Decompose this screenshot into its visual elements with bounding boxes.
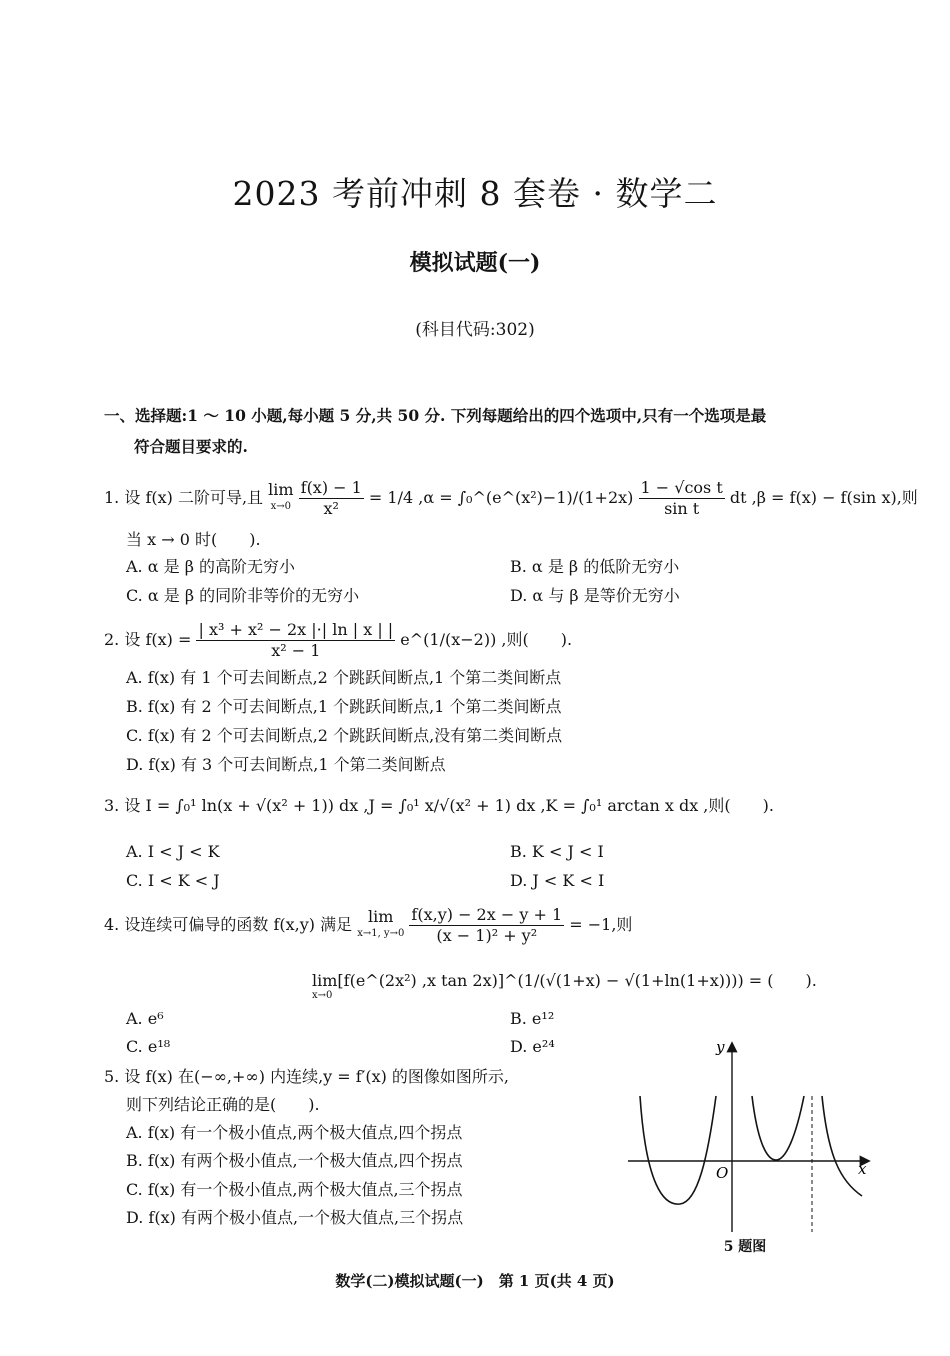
- q1-fraction: [299, 478, 364, 519]
- q1-stem-c: 当 x → 0 时( ).: [126, 530, 261, 549]
- q1-option-a: A. α 是 β 的高阶无穷小: [126, 557, 296, 576]
- q1-lim-sub: x→0: [270, 501, 292, 512]
- q2-frac-num: | x³ + x² − 2x |·| ln | x | |: [198, 620, 394, 639]
- q5-graph-figure: [624, 1036, 874, 1236]
- origin-label: O: [716, 1164, 729, 1182]
- section-line-1: 一、选择题:1 ～ 10 小题,每小题 5 分,共 50 分. 下列每题给出的四个选项中,只有一个选项是最: [104, 406, 767, 425]
- section-heading: [104, 400, 874, 462]
- q5-option-b: B. f(x) 有两个极小值点,一个极大值点,四个拐点: [126, 1151, 463, 1170]
- q2-option-b: B. f(x) 有 2 个可去间断点,1 个跳跃间断点,1 个第二类间断点: [126, 697, 562, 716]
- q4-option-a: A. e⁶: [126, 1009, 164, 1028]
- question-5-stem-b: 则下列结论正确的是( ).: [126, 1095, 320, 1114]
- q2-option-a: A. f(x) 有 1 个可去间断点,2 个跳跃间断点,1 个第二类间断点: [126, 668, 562, 687]
- q1-eq-quarter: = 1/4 ,α = ∫₀^(e^(x²)−1)/(1+2x): [368, 488, 634, 507]
- q1-option-c: C. α 是 β 的同阶非等价的无穷小: [126, 586, 360, 605]
- question-5-stem-a: 5. 设 f(x) 在(−∞,+∞) 内连续,y = f′(x) 的图像如图所示,: [104, 1067, 510, 1086]
- q4-lim: lim: [368, 907, 394, 926]
- subject-code: (科目代码:302): [415, 320, 535, 340]
- question-2-stem: [104, 620, 874, 661]
- paper-subtitle: 模拟试题(一): [409, 250, 541, 276]
- q2-frac-den: x² − 1: [271, 641, 321, 660]
- q4-formula: [312, 968, 817, 1001]
- q5-option-a: A. f(x) 有一个极小值点,两个极大值点,四个拐点: [126, 1123, 463, 1142]
- q4-option-b: B. e¹²: [510, 1009, 555, 1028]
- question-3-stem: 3. 设 I = ∫₀¹ ln(x + √(x² + 1)) dx ,J = ∫₀¹ x/√(x² + 1) dx ,K = ∫₀¹ arctan x dx ,则( ).: [104, 796, 774, 815]
- q3-option-c: C. I < K < J: [126, 871, 220, 890]
- q1-option-b: B. α 是 β 的低阶无穷小: [510, 557, 680, 576]
- q2-stem-a: 2. 设 f(x) =: [104, 630, 192, 649]
- q2-option-d: D. f(x) 有 3 个可去间断点,1 个第二类间断点: [126, 755, 446, 774]
- q4-stem-a: 4. 设连续可偏导的函数 f(x,y) 满足: [104, 915, 353, 934]
- q1-option-d: D. α 与 β 是等价无穷小: [510, 586, 680, 605]
- q1-stem-a: 1. 设 f(x) 二阶可导,且: [104, 488, 264, 507]
- q3-option-a: A. I < J < K: [126, 842, 220, 861]
- q1-integrand-den: sin t: [664, 499, 700, 518]
- q4-stem-b: = −1,则: [569, 915, 633, 934]
- q2-stem-b: e^(1/(x−2)) ,则( ).: [400, 630, 573, 649]
- q3-option-b: B. K < J < I: [510, 842, 604, 861]
- q4-lim-sub: x→1, y→0: [357, 928, 405, 939]
- q5-figure-caption: 5 题图: [723, 1239, 767, 1255]
- question-4-stem: [104, 905, 874, 946]
- q4-option-d: D. e²⁴: [510, 1037, 555, 1056]
- curve-middle: [752, 1096, 804, 1160]
- q2-option-c: C. f(x) 有 2 个可去间断点,2 个跳跃间断点,没有第二类间断点: [126, 726, 563, 745]
- page-footer: 数学(二)模拟试题(一) 第 1 页(共 4 页): [335, 1272, 615, 1290]
- q1-frac-den: x²: [323, 499, 339, 518]
- q1-integrand: [639, 478, 725, 519]
- q1-stem-b: dt ,β = f(x) − f(sin x),则: [729, 488, 918, 507]
- q2-fraction: [196, 620, 395, 661]
- y-axis-label: y: [716, 1038, 725, 1056]
- q5-option-d: D. f(x) 有两个极小值点,一个极大值点,三个拐点: [126, 1208, 464, 1227]
- curve-left: [640, 1096, 716, 1204]
- q4-frac-num: f(x,y) − 2x − y + 1: [411, 905, 563, 924]
- curve-right: [822, 1096, 862, 1196]
- q4-frac-den: (x − 1)² + y²: [436, 926, 538, 945]
- q5-option-c: C. f(x) 有一个极小值点,两个极大值点,三个拐点: [126, 1180, 463, 1199]
- q1-frac-num: f(x) − 1: [300, 478, 362, 497]
- q1-lim: lim: [268, 480, 294, 499]
- x-axis-label: x: [858, 1160, 867, 1178]
- q4-formula-sub: x→0: [312, 990, 333, 1001]
- section-line-2: 符合题目要求的.: [134, 437, 248, 456]
- q4-formula-text: lim[f(e^(2x²) ,x tan 2x)]^(1/(√(1+x) − √(1+ln(1+x)))) = ( ).: [312, 971, 817, 990]
- q3-option-d: D. J < K < I: [510, 871, 605, 890]
- q4-option-c: C. e¹⁸: [126, 1037, 171, 1056]
- q1-integrand-num: 1 − √cos t: [640, 478, 723, 497]
- q4-fraction: [409, 905, 564, 946]
- page-title: 2023 考前冲刺 8 套卷 · 数学二: [232, 174, 718, 213]
- question-1-stem: [104, 478, 918, 519]
